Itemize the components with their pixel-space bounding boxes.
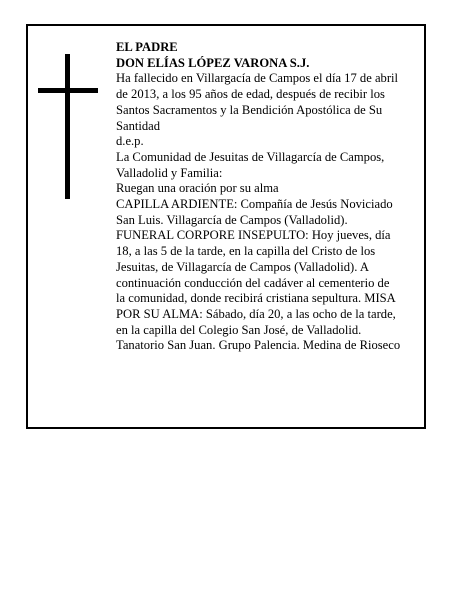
- deceased-name: DON ELÍAS LÓPEZ VARONA S.J.: [116, 55, 310, 70]
- body-line: La Comunidad de Jesuitas de Villagarcía de Campos,: [116, 149, 385, 164]
- body-line: CAPILLA ARDIENTE: Compañía de Jesús Noviciado: [116, 197, 393, 212]
- body-line: POR SU ALMA: Sábado, día 20, a las ocho de la tarde,: [116, 306, 396, 321]
- body-line: de 2013, a los 95 años de edad, después de recibir los: [116, 87, 385, 102]
- obituary-notice: [26, 24, 426, 429]
- body-line: Valladolid y Familia:: [116, 165, 223, 180]
- cross-vertical-bar: [65, 54, 70, 199]
- body-line: FUNERAL CORPORE INSEPULTO: Hoy jueves, día: [116, 228, 391, 243]
- latin-cross-icon: [38, 54, 102, 199]
- body-line: la comunidad, donde recibirá cristiana sepultura. MISA: [116, 291, 396, 306]
- body-line: 18, a las 5 de la tarde, en la capilla del Cristo de los: [116, 244, 376, 259]
- body-line: Santidad: [116, 118, 161, 133]
- body-line: Ha fallecido en Villargacía de Campos el día 17 de abril: [116, 71, 399, 86]
- body-line: Santos Sacramentos y la Bendición Apostólica de Su: [116, 102, 383, 117]
- body-line: en la capilla del Colegio San José, de Valladolid.: [116, 322, 362, 337]
- notice-text: [116, 40, 424, 354]
- body-line: San Luis. Villagarcía de Campos (Valladolid).: [116, 212, 348, 227]
- cross-horizontal-bar: [38, 88, 98, 93]
- body-line: Jesuitas, de Villagarcía de Campos (Valladolid). A: [116, 259, 369, 274]
- body-line: continuación conducción del cadáver al cementerio de: [116, 275, 390, 290]
- body-line: Tanatorio San Juan. Grupo Palencia. Medina de Rioseco: [116, 338, 401, 353]
- body-line: d.e.p.: [116, 134, 144, 149]
- body-line: Ruegan una oración por su alma: [116, 181, 279, 196]
- notice-title-line: EL PADRE: [116, 40, 178, 54]
